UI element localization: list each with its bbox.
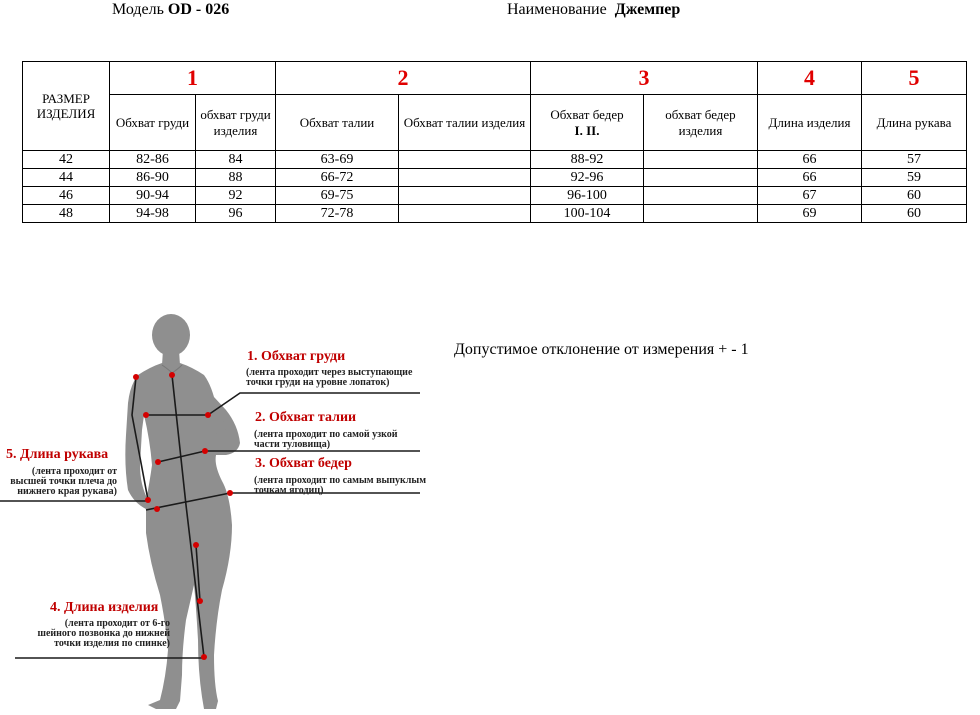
silhouette-illustration xyxy=(0,305,440,710)
waist-label-title: 2. Обхват талии xyxy=(255,410,357,425)
table-row xyxy=(23,187,967,205)
hips-cell: 92-96 xyxy=(531,169,644,187)
hips-item-cell xyxy=(644,169,758,187)
group-5-number: 5 xyxy=(862,62,967,95)
size-cell: 44 xyxy=(23,169,110,187)
waist-cell: 63-69 xyxy=(276,151,399,169)
table-row xyxy=(23,169,967,187)
length-header: Длина изделия xyxy=(758,95,862,151)
table-row xyxy=(23,151,967,169)
hips-item-cell xyxy=(644,187,758,205)
length-cell: 67 xyxy=(758,187,862,205)
waist-label-note-1: (лента проходит по самой узкой xyxy=(254,429,398,440)
chest-cell: 82-86 xyxy=(110,151,196,169)
sleeve-header: Длина рукава xyxy=(862,95,967,151)
length-label-note-1: (лента проходит от 6-го xyxy=(64,618,170,629)
measurement-figure xyxy=(0,305,440,710)
group-2-number: 2 xyxy=(276,62,531,95)
sleeve-cell: 60 xyxy=(862,187,967,205)
model-header xyxy=(112,0,229,20)
sleeve-label-title: 5. Длина рукава xyxy=(6,447,109,462)
waist-cell: 72-78 xyxy=(276,205,399,223)
hips-label-title: 3. Обхват бедер xyxy=(255,456,352,471)
table-row xyxy=(23,205,967,223)
length-cell: 69 xyxy=(758,205,862,223)
hips-cell: 88-92 xyxy=(531,151,644,169)
chest-label-note-1: (лента проходит через выступающие xyxy=(246,367,413,378)
waist-item-header: Обхват талии изделия xyxy=(399,95,531,151)
body-silhouette xyxy=(125,314,240,709)
hips-item-cell xyxy=(644,151,758,169)
model-value: OD - 026 xyxy=(167,1,230,18)
waist-item-cell xyxy=(399,151,531,169)
waist-cell: 66-72 xyxy=(276,169,399,187)
group-4-number: 4 xyxy=(758,62,862,95)
waist-header: Обхват талии xyxy=(276,95,399,151)
hips-header-suffix: I. II. xyxy=(574,122,600,138)
chest-label-title: 1. Обхват груди xyxy=(247,349,346,364)
waist-item-cell xyxy=(399,187,531,205)
sleeve-cell: 60 xyxy=(862,205,967,223)
sleeve-cell: 59 xyxy=(862,169,967,187)
sleeve-cell: 57 xyxy=(862,151,967,169)
chest-item-cell: 84 xyxy=(196,151,276,169)
hips-header-label: Обхват бедер xyxy=(550,106,624,122)
size-header: РАЗМЕР ИЗДЕЛИЯ xyxy=(23,62,110,151)
hips-header xyxy=(531,95,644,151)
chest-header: Обхват груди xyxy=(110,95,196,151)
chest-item-cell: 88 xyxy=(196,169,276,187)
chest-cell: 86-90 xyxy=(110,169,196,187)
length-label-note-3: точки изделия по спинке) xyxy=(54,638,170,649)
hips-label-note-1: (лента проходит по самым выпуклым xyxy=(254,475,427,486)
name-header xyxy=(507,0,680,20)
size-cell: 42 xyxy=(23,151,110,169)
chest-label-note-2: точки груди на уровне лопаток) xyxy=(246,377,390,388)
group-3-number: 3 xyxy=(531,62,758,95)
chest-cell: 90-94 xyxy=(110,187,196,205)
chest-item-header: обхват груди изделия xyxy=(196,95,276,151)
hips-cell: 100-104 xyxy=(531,205,644,223)
waist-item-cell xyxy=(399,169,531,187)
length-cell: 66 xyxy=(758,169,862,187)
hips-item-header: обхват бедер изделия xyxy=(644,95,758,151)
chest-item-cell: 96 xyxy=(196,205,276,223)
sleeve-label-note-3: нижнего края рукава) xyxy=(17,486,117,497)
name-label: Наименование xyxy=(507,1,607,18)
size-table xyxy=(22,61,967,223)
length-cell: 66 xyxy=(758,151,862,169)
waist-cell: 69-75 xyxy=(276,187,399,205)
chest-cell: 94-98 xyxy=(110,205,196,223)
group-1-number: 1 xyxy=(110,62,276,95)
model-label: Модель xyxy=(112,1,164,18)
sleeve-label-note-2: высшей точки плеча до xyxy=(10,476,117,487)
waist-label-note-2: части туловища) xyxy=(254,439,331,450)
hips-label-note-2: точкам ягодиц) xyxy=(254,485,324,496)
sleeve-label-note-1: (лента проходит от xyxy=(31,466,117,477)
length-label-title: 4. Длина изделия xyxy=(50,600,159,615)
size-cell: 46 xyxy=(23,187,110,205)
hips-item-cell xyxy=(644,205,758,223)
chest-item-cell: 92 xyxy=(196,187,276,205)
length-label-note-2: шейного позвонка до нижней xyxy=(37,628,170,639)
hips-cell: 96-100 xyxy=(531,187,644,205)
size-cell: 48 xyxy=(23,205,110,223)
tolerance-note: Допустимое отклонение от измерения + - 1 xyxy=(454,341,749,358)
waist-item-cell xyxy=(399,205,531,223)
name-value: Джемпер xyxy=(614,1,681,18)
